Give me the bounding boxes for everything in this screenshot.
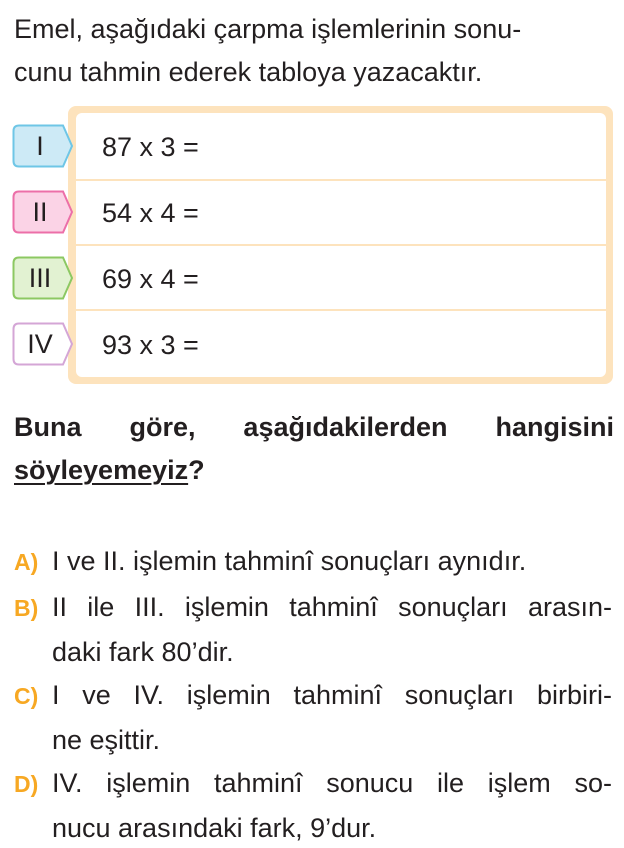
option-c-letter[interactable]: C) [14, 683, 39, 709]
row-tag-label: III [28, 263, 52, 293]
table-row-divider [76, 309, 606, 311]
row-tag-4 [12, 322, 62, 366]
question-line-1: Buna göre, aşağıdakilerden hangisini [14, 412, 614, 442]
intro-line-1: Emel, aşağıdaki çarpma işlemlerinin sonu- [14, 14, 522, 44]
option-d-text-line-1[interactable]: IV. işlemin tahminî sonucu ile işlem so- [52, 768, 612, 798]
option-c-text-line-2[interactable]: ne eşittir. [52, 725, 161, 755]
question-underlined-word: söyleyemeyiz [14, 455, 189, 485]
option-a-letter[interactable]: A) [14, 549, 39, 575]
question-line-2 [14, 449, 614, 492]
row-tag-3 [12, 256, 62, 300]
question-mark: ? [188, 455, 205, 485]
row-tag-label: II [32, 197, 48, 227]
option-a-text[interactable]: I ve II. işlemin tahminî sonuçları aynıdır. [52, 546, 527, 576]
table-row-divider [76, 179, 606, 181]
question-text [14, 406, 614, 492]
row-expression-2: 54 x 4 = [102, 198, 199, 228]
row-tag-label: I [36, 131, 44, 161]
intro-line-2: cunu tahmin ederek tabloya yazacaktır. [14, 57, 483, 87]
option-d-letter[interactable]: D) [14, 771, 39, 797]
option-b-letter[interactable]: B) [14, 595, 39, 621]
option-d-text-line-2[interactable]: nucu arasındaki fark, 9’dur. [52, 813, 377, 843]
option-c-text-line-1[interactable]: I ve IV. işlemin tahminî sonuçları birbiri- [52, 680, 612, 710]
row-tag-label: IV [27, 329, 53, 359]
row-tag-1 [12, 124, 62, 168]
table-row-divider [76, 244, 606, 246]
row-expression-3: 69 x 4 = [102, 264, 199, 294]
row-expression-4: 93 x 3 = [102, 330, 199, 360]
option-b-text-line-1[interactable]: II ile III. işlemin tahminî sonuçları arasın- [52, 592, 612, 622]
intro-text [14, 8, 614, 94]
row-expression-1: 87 x 3 = [102, 132, 199, 162]
row-tag-2 [12, 190, 62, 234]
option-b-text-line-2[interactable]: daki fark 80’dir. [52, 637, 234, 667]
